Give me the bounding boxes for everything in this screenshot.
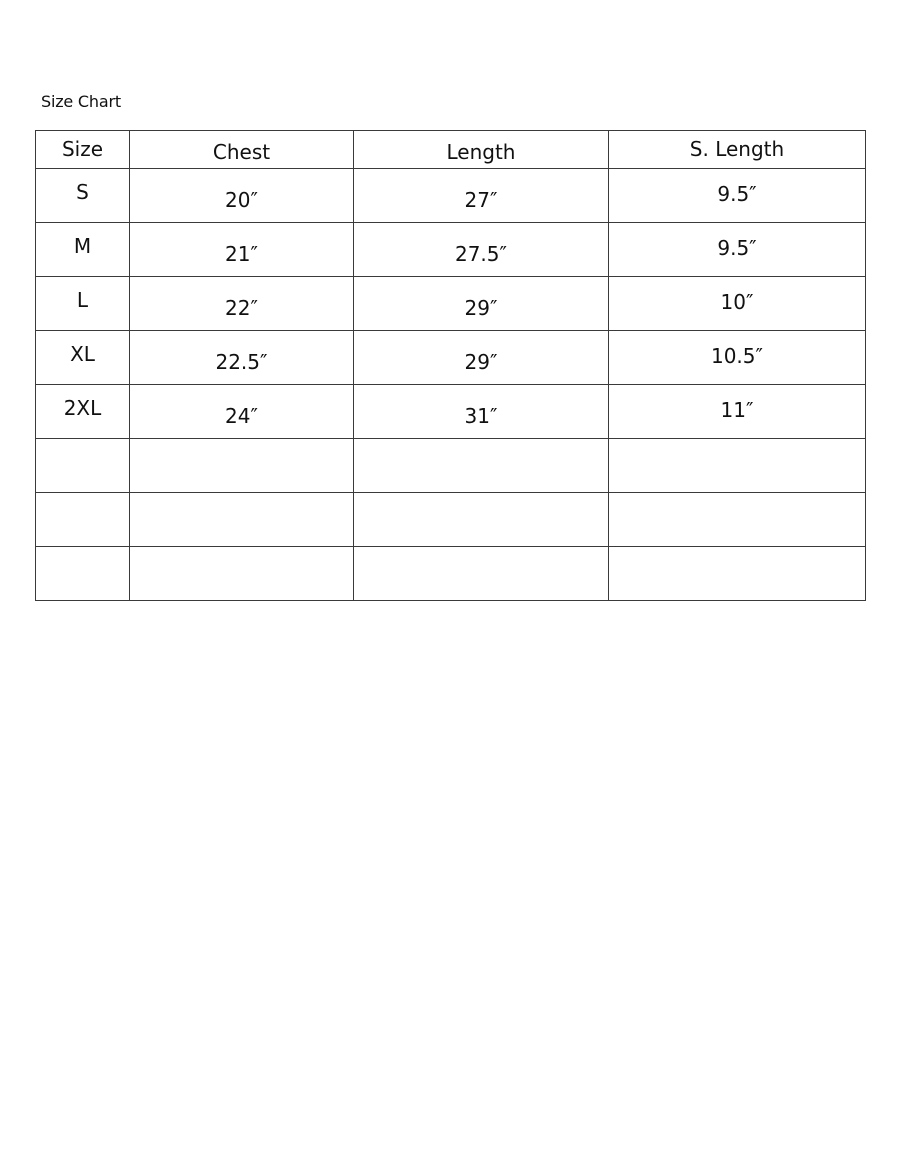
size-cell bbox=[36, 331, 130, 385]
s-length-cell bbox=[609, 331, 866, 385]
s-length-value: 10.5″ bbox=[710, 343, 763, 368]
s-length-value: 9.5″ bbox=[717, 181, 757, 206]
length-cell bbox=[354, 385, 609, 439]
length-cell bbox=[354, 439, 609, 493]
length-cell bbox=[354, 547, 609, 601]
s-length-value: 10″ bbox=[720, 289, 754, 314]
s-length-value: 9.5″ bbox=[717, 235, 757, 260]
chest-value: 22″ bbox=[225, 295, 258, 320]
header-s-length bbox=[609, 131, 866, 169]
chest-cell bbox=[130, 277, 354, 331]
length-cell bbox=[354, 277, 609, 331]
table-row bbox=[36, 331, 866, 385]
length-cell bbox=[354, 223, 609, 277]
s-length-value: 11″ bbox=[720, 397, 754, 422]
chest-cell bbox=[130, 223, 354, 277]
s-length-cell bbox=[609, 547, 866, 601]
table-row bbox=[36, 169, 866, 223]
length-cell bbox=[354, 169, 609, 223]
table-row bbox=[36, 385, 866, 439]
s-length-cell bbox=[609, 493, 866, 547]
chest-cell bbox=[130, 493, 354, 547]
size-value: M bbox=[73, 233, 92, 258]
size-cell bbox=[36, 493, 130, 547]
size-value: S bbox=[76, 179, 89, 204]
length-value: 31″ bbox=[464, 403, 498, 428]
chest-value: 22.5″ bbox=[215, 349, 268, 374]
s-length-cell bbox=[609, 223, 866, 277]
length-value: 29″ bbox=[464, 295, 498, 320]
s-length-cell bbox=[609, 385, 866, 439]
chest-cell bbox=[130, 439, 354, 493]
size-cell bbox=[36, 223, 130, 277]
size-cell bbox=[36, 169, 130, 223]
table-row bbox=[36, 547, 866, 601]
size-cell bbox=[36, 277, 130, 331]
chest-value: 21″ bbox=[225, 241, 258, 266]
table-row bbox=[36, 223, 866, 277]
chest-cell bbox=[130, 547, 354, 601]
header-chest-label: Chest bbox=[212, 139, 271, 164]
s-length-cell bbox=[609, 439, 866, 493]
table-header-row bbox=[36, 131, 866, 169]
length-cell bbox=[354, 331, 609, 385]
length-value: 27″ bbox=[464, 187, 498, 212]
size-cell bbox=[36, 385, 130, 439]
table-row bbox=[36, 277, 866, 331]
s-length-cell bbox=[609, 169, 866, 223]
length-value: 27.5″ bbox=[454, 241, 507, 266]
chest-cell bbox=[130, 331, 354, 385]
header-length bbox=[354, 131, 609, 169]
chest-value: 24″ bbox=[225, 403, 258, 428]
chest-cell bbox=[130, 385, 354, 439]
header-size bbox=[36, 131, 130, 169]
page-title: Size Chart bbox=[41, 92, 121, 111]
table-row bbox=[36, 493, 866, 547]
length-value: 29″ bbox=[464, 349, 498, 374]
table-row bbox=[36, 439, 866, 493]
chest-value: 20″ bbox=[225, 187, 258, 212]
header-s-length-label: S. Length bbox=[689, 136, 785, 161]
header-size-label: Size bbox=[61, 136, 104, 161]
length-cell bbox=[354, 493, 609, 547]
size-value: 2XL bbox=[63, 395, 102, 420]
size-cell bbox=[36, 547, 130, 601]
s-length-cell bbox=[609, 277, 866, 331]
header-chest bbox=[130, 131, 354, 169]
header-length-label: Length bbox=[446, 139, 516, 164]
chest-cell bbox=[130, 169, 354, 223]
size-value: XL bbox=[70, 341, 95, 366]
size-chart-table bbox=[35, 130, 866, 601]
size-value: L bbox=[76, 287, 89, 312]
size-cell bbox=[36, 439, 130, 493]
